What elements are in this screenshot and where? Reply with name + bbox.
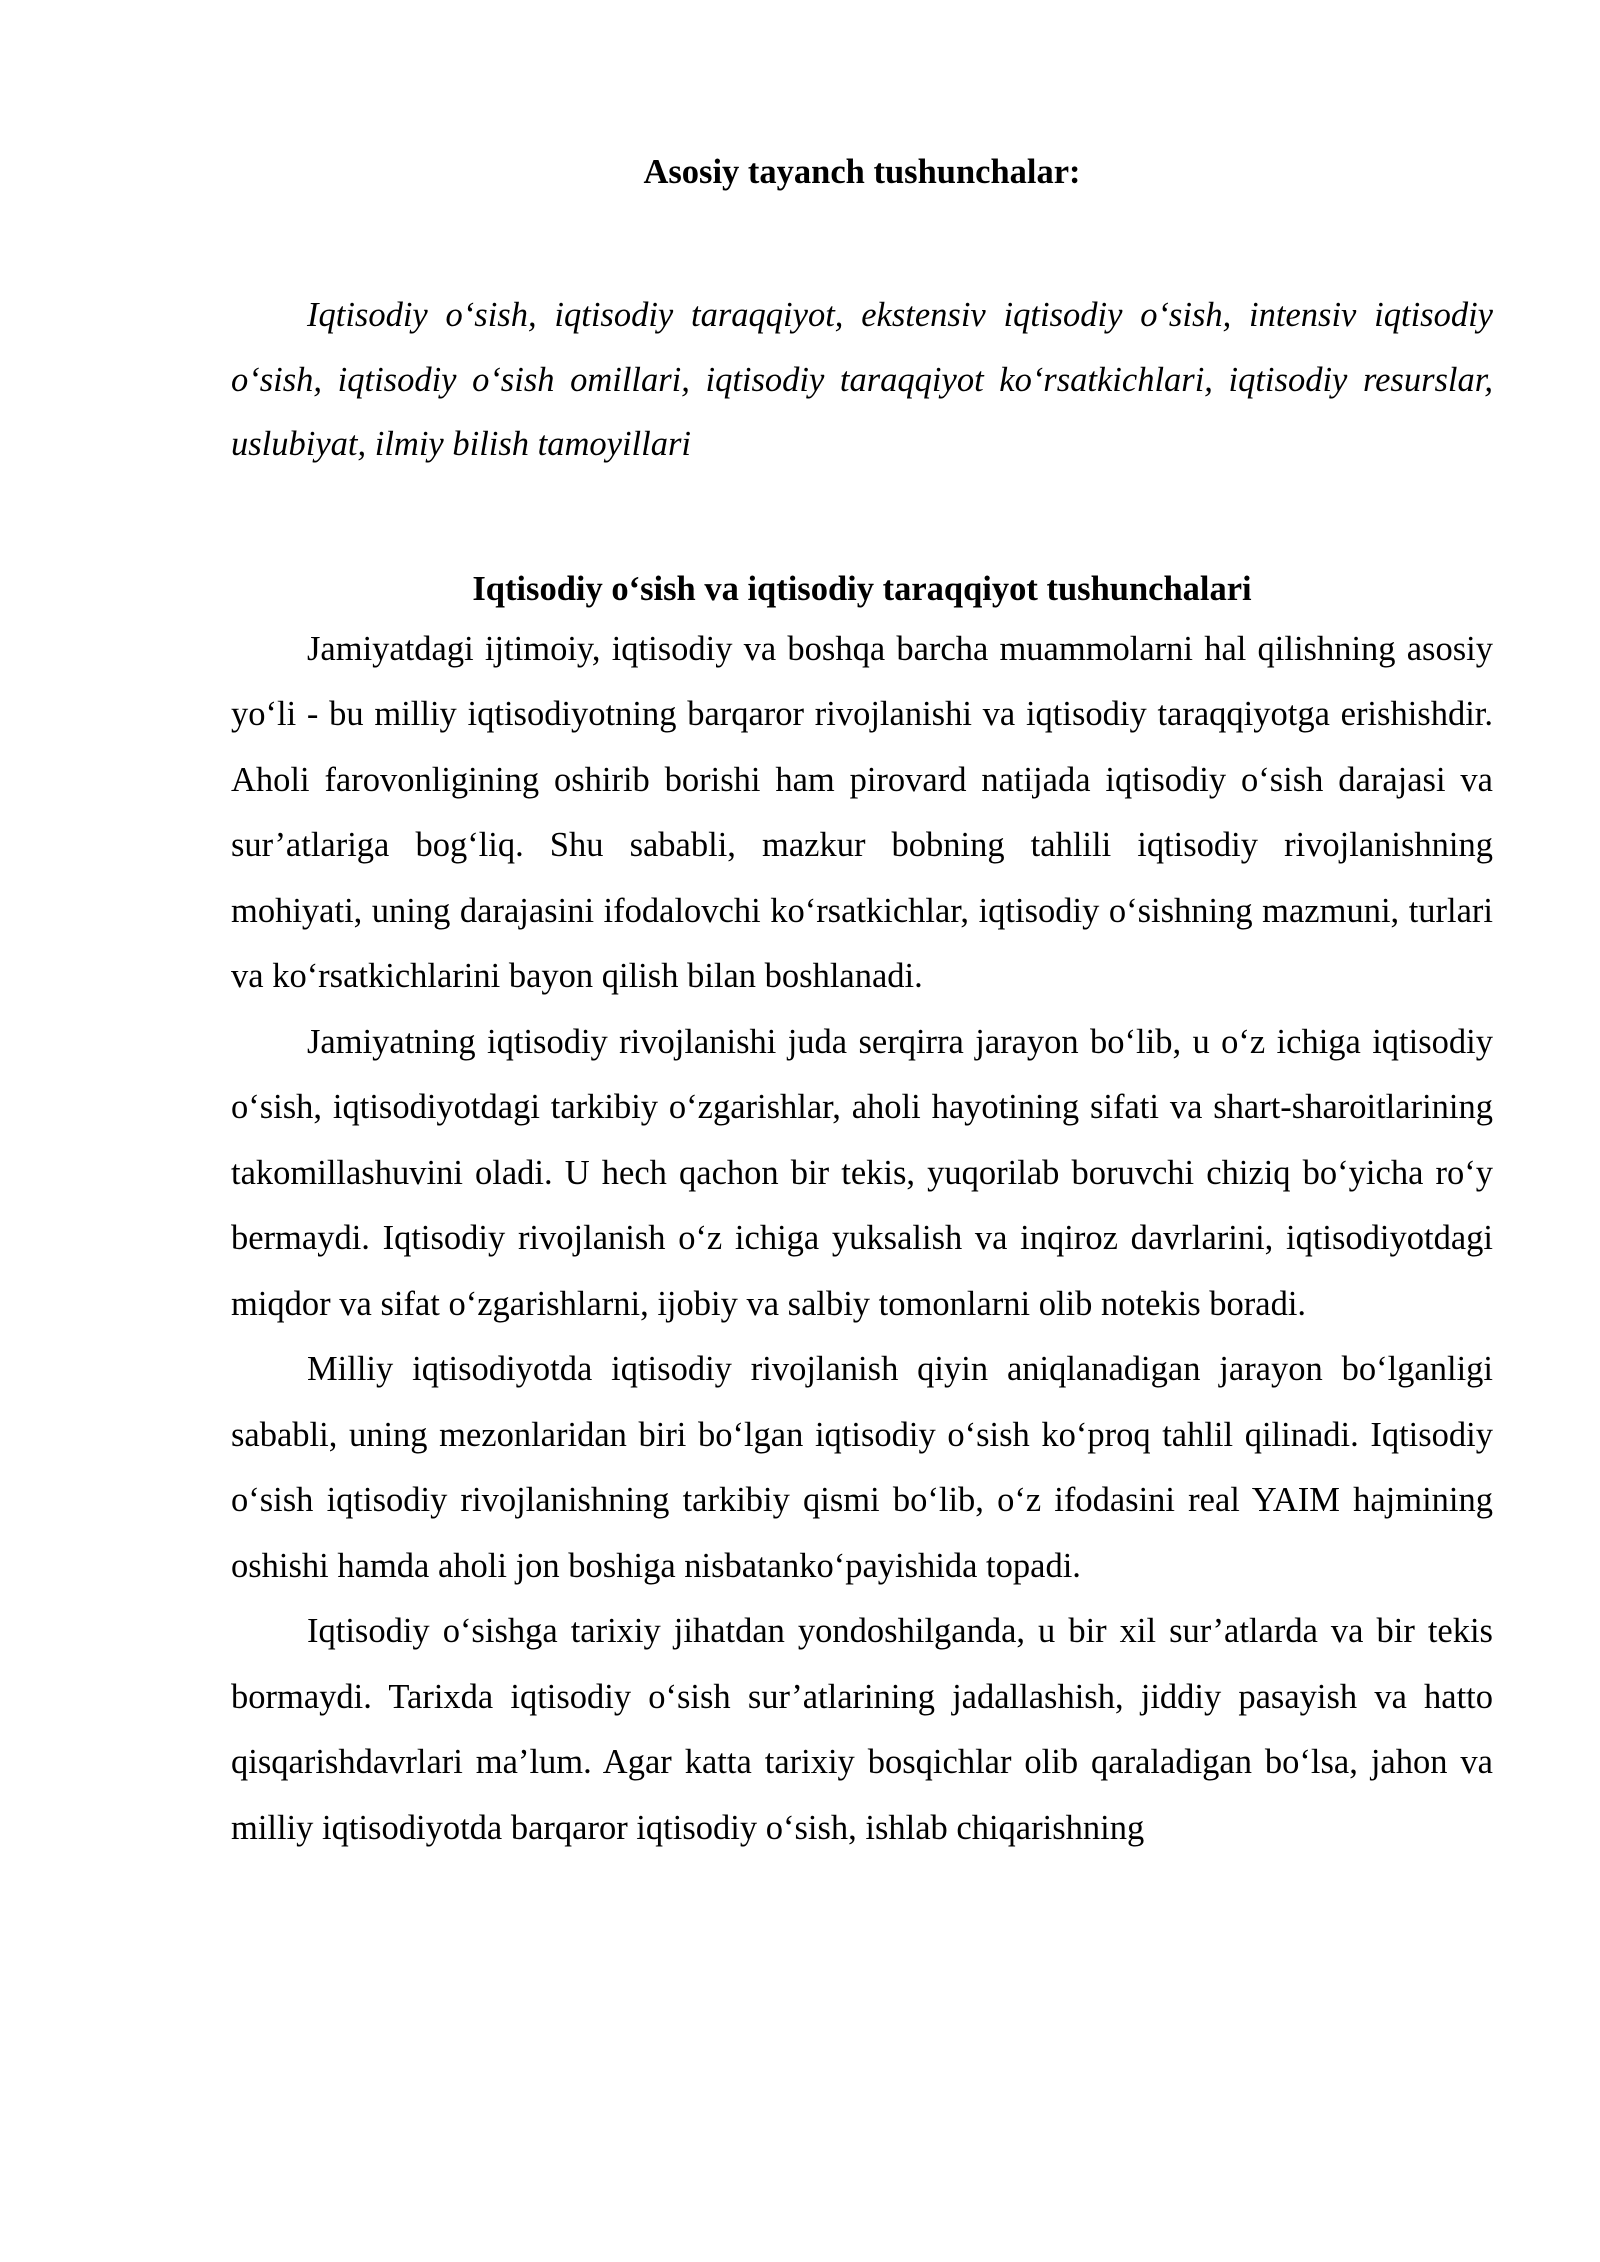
body-paragraph: Jamiyatdagi ijtimoiy, iqtisodiy va boshqa barcha muammolarni hal qilishning asosiy yo‘li - bu milliy iqtisodiyotning barqaror rivojlanishi va iqtisodiy taraqqiyotga erishishdir. Aholi farovonligining oshirib borishi ham pirovard natijada iqtisodiy o‘sish darajasi va sur’atlariga bog‘liq. Shu sababli, mazkur bobning tahlili iqtisodiy rivojlanishning mohiyati, uning darajasini ifodalovchi ko‘rsatkichlar, iqtisodiy o‘sishning mazmuni, turlari va ko‘rsatkichlarini bayon qilish bilan boshlanadi. [231,629,1493,995]
body-paragraph: Milliy iqtisodiyotda iqtisodiy rivojlanish qiyin aniqlanadigan jarayon bo‘lganligi sababli, uning mezonlaridan biri bo‘lgan iqtisodiy o‘sish ko‘proq tahlil qilinadi. Iqtisodiy o‘sish iqtisodiy rivojlanishning tarkibiy qismi bo‘lib, o‘z ifodasini real YAIM hajmining oshishi hamda aholi jon boshiga nisbatanko‘payishida topadi. [231,1350,1493,1585]
body-paragraph: Iqtisodiy o‘sishga tarixiy jihatdan yondoshilganda, u bir xil sur’atlarda va bir tekis bormaydi. Tarixda iqtisodiy o‘sish sur’atlarining jadallashish, jiddiy pasayish va hatto qisqarishdavrlari ma’lum. Agar katta tarixiy bosqichlar olib qaraladigan bo‘lsa, jahon va milliy iqtisodiyotda barqaror iqtisodiy o‘sish, ishlab chiqarishning [231,1612,1493,1847]
section-body [231,617,1493,1862]
body-paragraph: Jamiyatning iqtisodiy rivojlanishi juda serqirra jarayon bo‘lib, u o‘z ichiga iqtisodiy o‘sish, iqtisodiyotdagi tarkibiy o‘zgarishlar, aholi hayotining sifati va shart-sharoitlarining takomillashuvini oladi. U hech qachon bir tekis, yuqorilab boruvchi chiziq bo‘yicha ro‘y bermaydi. Iqtisodiy rivojlanish o‘z ichiga yuksalish va inqiroz davrlarini, iqtisodiyotdagi miqdor va sifat o‘zgarishlarni, ijobiy va salbiy tomonlarni olib notekis boradi. [231,1022,1493,1323]
keywords-paragraph: Iqtisodiy o‘sish, iqtisodiy taraqqiyot, ekstensiv iqtisodiy o‘sish, intensiv iqtisodiy o‘sish, iqtisodiy o‘sish omillari, iqtisodiy taraqqiyot ko‘rsatkichlari, iqtisodiy resurslar, uslubiyat, ilmiy bilish tamoyillari [231,296,1493,463]
document-page [231,150,1493,1861]
section-heading: Iqtisodiy o‘sish va iqtisodiy taraqqiyot tushunchalari [472,569,1252,608]
document-title: Asosiy tayanch tushunchalar: [643,153,1081,191]
